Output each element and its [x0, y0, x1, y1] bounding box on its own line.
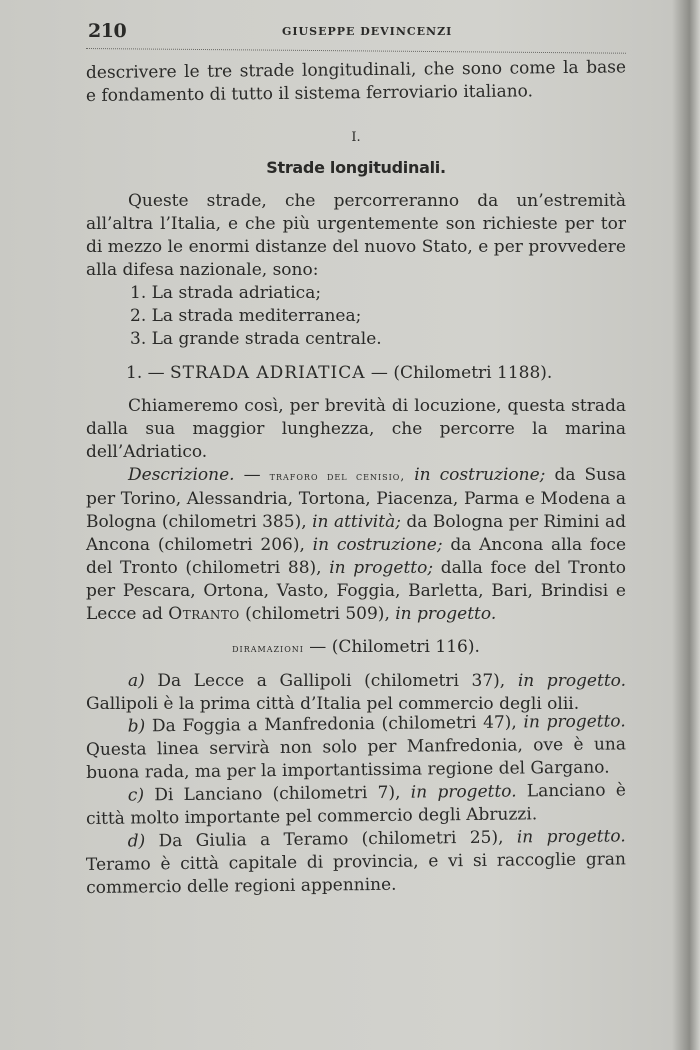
- diramazioni-label: diramazioni: [232, 641, 304, 655]
- page-header: [86, 18, 626, 44]
- status: in progetto.: [503, 826, 626, 848]
- branch-letter: a): [128, 671, 145, 691]
- text: da Bologna per Rimini ad Ancona (chilometri 206),: [86, 512, 626, 555]
- text: da Susa per Torino, Alessandria, Tortona, Piacenza, Parma e Modena a Bologna (chilometri 385),: [86, 465, 626, 532]
- status: in progetto.: [389, 604, 497, 624]
- running-head: GIUSEPPE DEVINCENZI: [282, 25, 453, 38]
- text: Da Foggia a Manfredonia (chilometri 47),: [145, 712, 517, 737]
- page-body: [85, 57, 627, 900]
- intro-line-1: descrivere le tre strade longitudinali, che sono come la base: [85, 57, 627, 83]
- status: in progetto;: [321, 558, 434, 578]
- text: dalla foce del Tronto per Pescara, Ortona, Vasto, Foggia, Barletta, Bari, Brindisi e Lecce ad: [86, 558, 626, 624]
- text: Da Lecce a Gallipoli (chilometri 37),: [144, 671, 506, 691]
- list-item: 1. La strada adriatica;: [130, 283, 322, 303]
- traforo-label: traforo del cenisio,: [269, 469, 406, 483]
- diramazioni-suffix: — (Chilometri 116).: [303, 637, 480, 657]
- branch-d: [86, 825, 627, 900]
- section-title: Strade longitudinali.: [266, 158, 446, 177]
- text: Gallipoli è la prima città d’Italia pel commercio degli olii.: [86, 694, 580, 714]
- otranto: Otranto: [168, 604, 240, 624]
- status: in progetto.: [400, 781, 517, 803]
- strada-adriatica-heading: [86, 363, 626, 383]
- status: in costruzione;: [405, 465, 546, 485]
- dash: —: [234, 465, 270, 485]
- section-number: I.: [351, 130, 361, 145]
- branch-letter: b): [127, 716, 146, 737]
- intro-line-2: e fondamento di tutto il sistema ferroviario italiano.: [85, 81, 534, 106]
- text: Da Giulia a Teramo (chilometri 25),: [145, 827, 504, 852]
- status: in progetto.: [516, 711, 626, 733]
- descrizione-label: Descrizione.: [128, 465, 235, 485]
- branch-b: [86, 710, 627, 785]
- branch-c: [86, 779, 626, 831]
- branch-letter: c): [127, 785, 145, 806]
- text: (chilometri 509),: [239, 604, 390, 624]
- text: Di Lanciano (chilometri 7),: [143, 782, 401, 806]
- status: in progetto.: [505, 671, 626, 691]
- heading-prefix: 1. —: [126, 363, 165, 383]
- paragraph-descrizione: [86, 464, 626, 626]
- text: Teramo è città capitale di provincia, e vi si raccoglie gran commercio delle regioni appennine.: [85, 849, 627, 898]
- branch-letter: d): [127, 831, 146, 852]
- branch-a: [86, 670, 626, 716]
- paragraph-chiameremo: Chiameremo così, per brevità di locuzione, questa strada dalla sua maggior lunghezza, che percorre la marina dell’Adriatico.: [86, 396, 626, 462]
- list-item: 2. La strada mediterranea;: [130, 306, 362, 326]
- status: in attività;: [306, 512, 401, 532]
- text: Questa linea servirà non solo per Manfredonia, ove è una buona rada, ma per la importantissima regione del Gargano.: [85, 734, 627, 783]
- book-page: [85, 18, 627, 898]
- diramazioni-heading: [86, 636, 626, 660]
- roads-list: [86, 282, 626, 351]
- text: da Ancona alla foce del Tronto (chilometri 88),: [86, 535, 626, 578]
- header-rule: [86, 48, 626, 54]
- page-number: 210: [88, 20, 127, 42]
- text: Lanciano è città molto importante pel commercio degli Abruzzi.: [86, 780, 626, 829]
- heading-name: STRADA ADRIATICA: [170, 363, 366, 383]
- paragraph-intro: Queste strade, che percorreranno da un’estremità all’altra l’Italia, e che più urgentemente son richieste per tor di mezzo le enormi distanze del nuovo Stato, e per provvedere alla difesa nazionale, sono:: [86, 191, 626, 280]
- heading-suffix: — (Chilometri 1188).: [370, 363, 553, 383]
- status: in costruzione;: [304, 535, 443, 555]
- list-item: 3. La grande strada centrale.: [130, 329, 382, 349]
